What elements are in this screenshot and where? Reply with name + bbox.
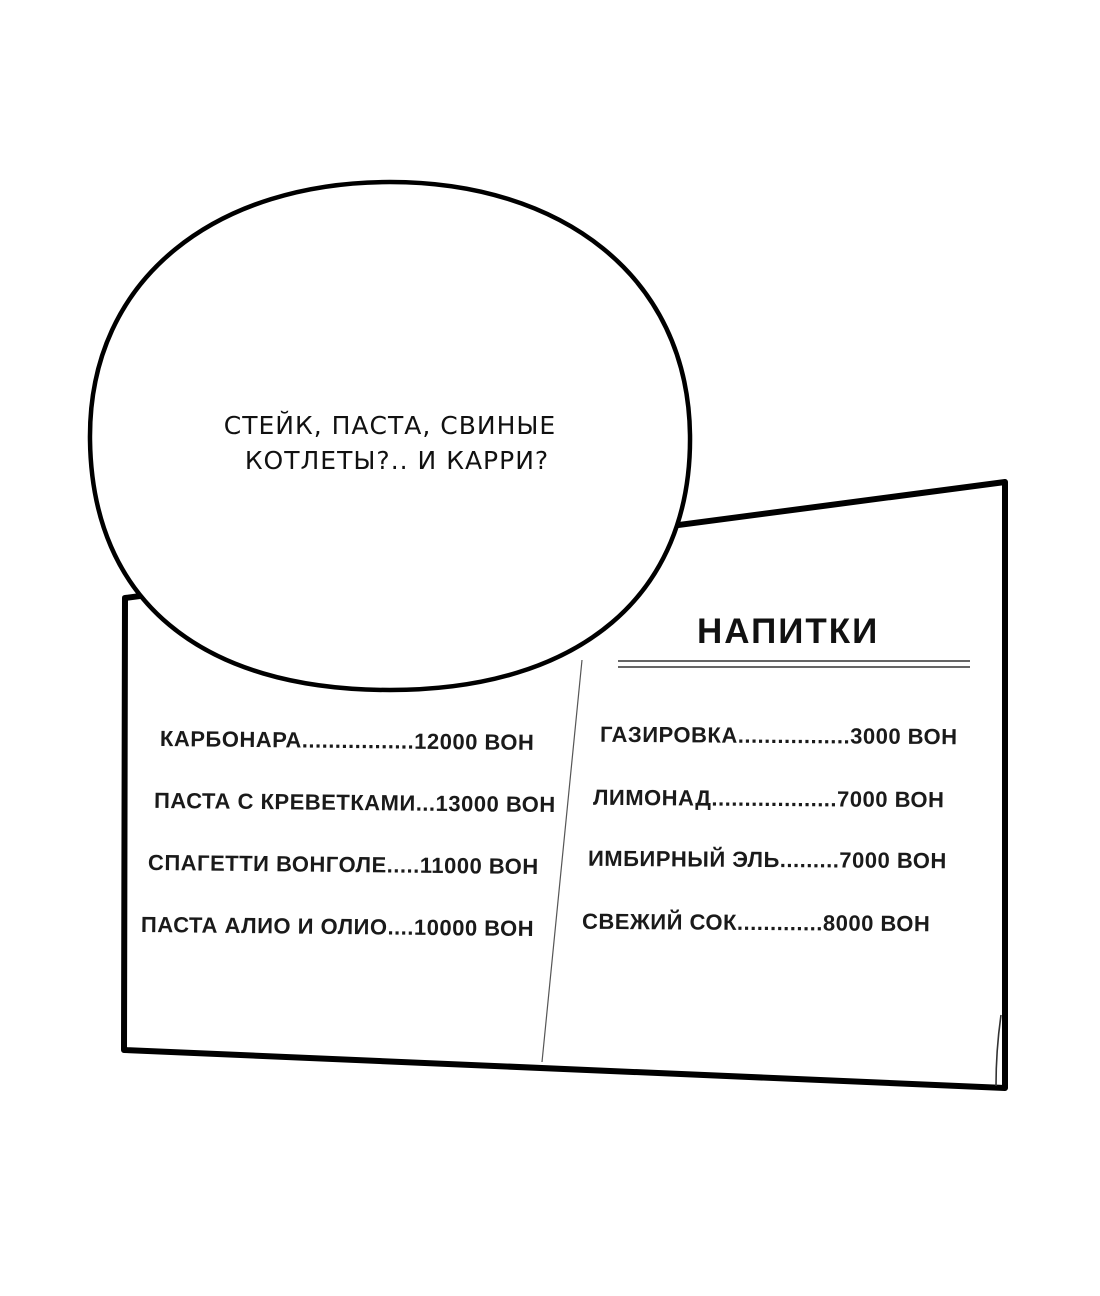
menu-item-soda: ГАЗИРОВКА.................3000 ВОН	[599, 721, 958, 750]
menu-item-shrimp-pasta: ПАСТА С КРЕВЕТКАМИ...13000 ВОН	[153, 787, 556, 818]
menu-item-lemonade: ЛИМОНАД...................7000 ВОН	[592, 784, 945, 813]
menu-item-aglio-olio: ПАСТА АЛИО И ОЛИО....10000 ВОН	[140, 911, 535, 942]
menu-item-spaghetti-vongole: СПАГЕТТИ ВОНГОЛЕ.....11000 ВОН	[147, 849, 539, 880]
menu-item-fresh-juice: СВЕЖИЙ СОК.............8000 ВОН	[581, 908, 931, 937]
menu-item-ginger-ale: ИМБИРНЫЙ ЭЛЬ.........7000 ВОН	[587, 845, 947, 874]
speech-bubble-text	[180, 408, 600, 478]
menu-item-carbonara: КАРБОНАРА.................12000 ВОН	[159, 726, 535, 755]
drinks-heading: НАПИТКИ	[697, 612, 880, 651]
speech-line-2: КОТЛЕТЫ?.. И КАРРИ?	[244, 446, 550, 475]
speech-line-1: СТЕЙК, ПАСТА, СВИНЫЕ	[223, 411, 557, 440]
